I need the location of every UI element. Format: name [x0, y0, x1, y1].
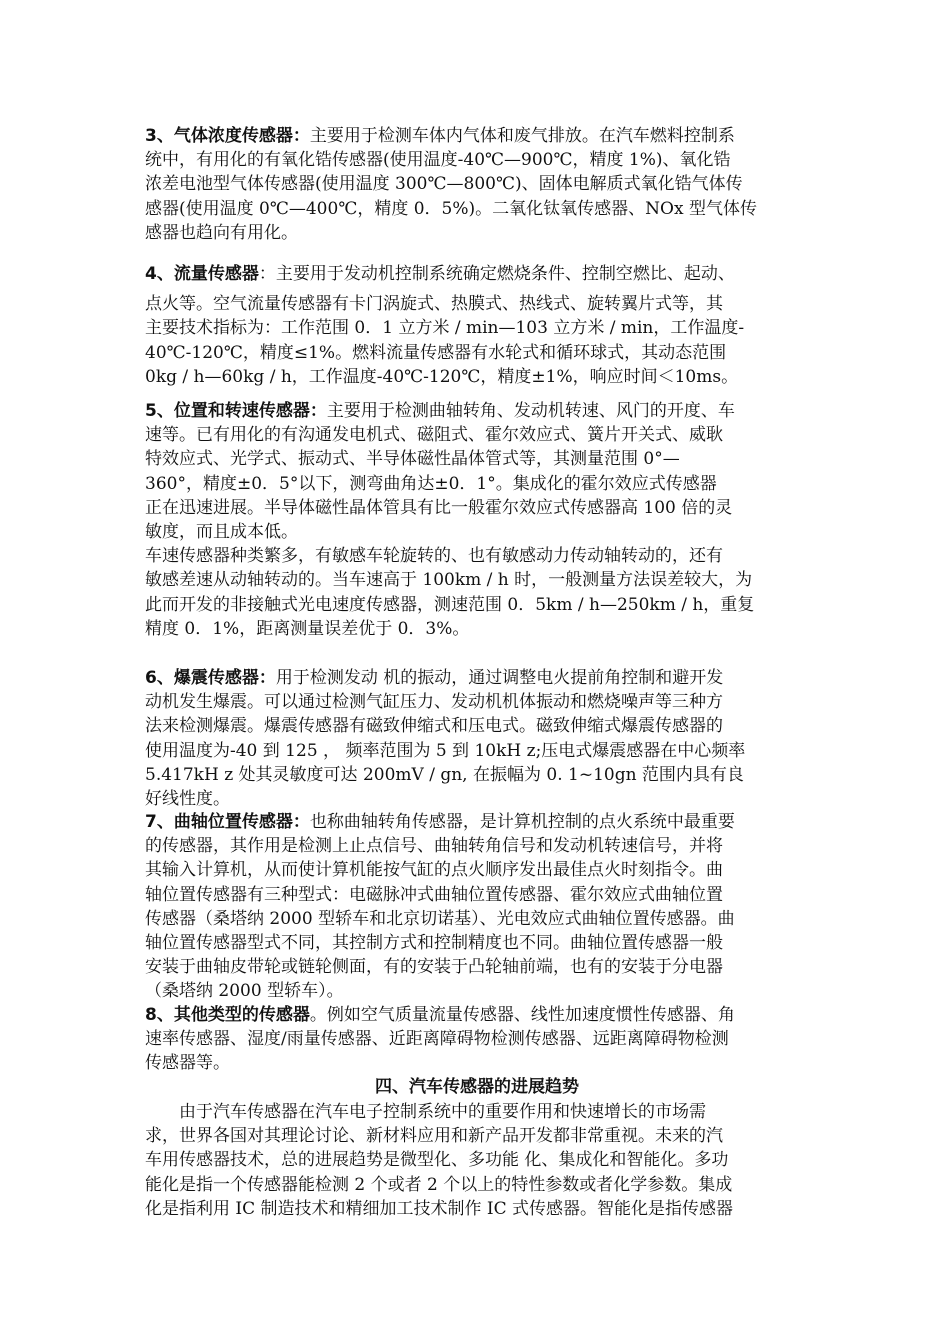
section-5-line-1: 主要用于检测曲轴转角、发动机转速、风门的开度、车	[326, 401, 735, 421]
section-7-line-1: 也称曲轴转角传感器，是计算机控制的点火系统中最重要	[309, 812, 735, 832]
section-gas-concentration-sensor	[145, 124, 809, 245]
trend-line-4: 能化是指一个传感器能检测 2 个或者 2 个以上的特性参数或者化学参数。集成	[145, 1174, 733, 1195]
section-6-title: 6、爆震传感器：	[145, 668, 276, 688]
section-8-line-1: 。例如空气质量流量传感器、线性加速度惯性传感器、角	[309, 1005, 735, 1025]
section-3-line-5: 感器也趋向有用化。	[145, 222, 298, 243]
section-crankshaft-position-sensor	[145, 810, 809, 1004]
section-3-title: 3、气体浓度传感器：	[145, 126, 310, 146]
section-7-line-4: 轴位置传感器有三种型式：电磁脉冲式曲轴位置传感器、霍尔效应式曲轴位置	[145, 884, 723, 905]
section-5-line-8: 敏感差速从动轴转动的。当车速高于 100km / h 时，一般测量方法误差较大，为	[145, 570, 753, 591]
section-4-line-1: ：主要用于发动机控制系统确定燃烧条件、控制空燃比、起动、	[258, 264, 735, 284]
section-6-line-4: 使用温度为-40 到 125 ， 频率范围为 5 到 10kH z;压电式爆震感器在中心频率	[145, 740, 746, 761]
section-3-line-3: 浓差电池型气体传感器(使用温度 300℃—800℃)、固体电解质式氧化锆气体传	[145, 174, 743, 195]
section-5-line-4: 360°，精度±0．5°以下，测弯曲角达±0．1°。集成化的霍尔效应式传感器	[145, 473, 717, 494]
section-5-title: 5、位置和转速传感器：	[145, 401, 327, 421]
section-5-line-3: 特效应式、光学式、振动式、半导体磁性晶体管式等，其测量范围 0°—	[145, 449, 680, 470]
section-7-line-6: 轴位置传感器型式不同，其控制方式和控制精度也不同。曲轴位置传感器一般	[145, 932, 723, 953]
section-7-line-8: （桑塔纳 2000 型轿车）。	[145, 981, 344, 1002]
section-3-line-1: 主要用于检测车体内气体和废气排放。在汽车燃料控制系	[309, 126, 735, 146]
section-5-line-7: 车速传感器种类繁多，有敏感车轮旋转的、也有敏感动力传动轴转动的，还有	[145, 546, 723, 567]
section-6-line-5: 5.417kH z 处其灵敏度可达 200mV / gn, 在振幅为 0. 1~10gn 范围内具有良	[145, 764, 744, 785]
section-7-line-2: 的传感器，其作用是检测上止点信号、曲轴转角信号和发动机转速信号，并将	[145, 836, 723, 857]
section-4-title: 4、流量传感器	[145, 264, 259, 284]
section-5-line-9: 此而开发的非接触式光电速度传感器，测速范围 0．5km / h—250km / h，重复	[145, 594, 755, 615]
section-6-line-1: 用于检测发动 机的振动，通过调整电火提前角控制和避开发	[275, 668, 724, 688]
section-6-line-2: 动机发生爆震。可以通过检测气缸压力、发动机机体振动和燃烧噪声等三种方	[145, 692, 723, 713]
trend-line-5: 化是指利用 IC 制造技术和精细加工技术制作 IC 式传感器。智能化是指传感器	[145, 1198, 734, 1219]
paragraph-development-trends	[145, 1100, 809, 1221]
trend-line-3: 车用传感器技术，总的进展趋势是微型化、多功能 化、集成化和智能化。多功	[145, 1150, 729, 1171]
trend-line-2: 求，世界各国对其理论讨论、新材料应用和新产品开发都非常重视。未来的汽	[145, 1126, 723, 1147]
section-4-line-2: 点火等。空气流量传感器有卡门涡旋式、热膜式、热线式、旋转翼片式等，其	[145, 294, 723, 315]
section-7-line-3: 其输入计算机，从而使计算机能按气缸的点火顺序发出最佳点火时刻指令。曲	[145, 860, 723, 881]
section-knock-sensor	[145, 666, 809, 811]
section-5-line-10: 精度 0．1%，距离测量误差优于 0．3%。	[145, 618, 470, 639]
section-4-line-5: 0kg / h—60kg / h，工作温度-40℃-120℃，精度±1%，响应时间＜10ms。	[145, 366, 739, 387]
section-flow-sensor	[145, 262, 809, 389]
section-heading-trends: 四、汽车传感器的进展趋势	[375, 1077, 579, 1097]
section-8-line-3: 传感器等。	[145, 1053, 230, 1074]
section-5-line-5: 正在迅速进展。半导体磁性晶体管具有比一般霍尔效应式传感器高 100 倍的灵	[145, 497, 733, 518]
section-8-title: 8、其他类型的传感器	[145, 1005, 310, 1025]
trend-line-1: 由于汽车传感器在汽车电子控制系统中的重要作用和快速增长的市场需	[179, 1102, 706, 1122]
section-position-speed-sensor	[145, 399, 809, 665]
section-5-line-6: 敏度，而且成本低。	[145, 521, 298, 542]
section-8-line-2: 速率传感器、湿度/雨量传感器、近距离障碍物检测传感器、远距离障碍物检测	[145, 1029, 729, 1050]
section-5-line-11	[145, 641, 809, 665]
section-7-line-5: 传感器（桑塔纳 2000 型轿车和北京切诺基）、光电效应式曲轴位置传感器。曲	[145, 908, 735, 929]
section-3-line-2: 统中，有用化的有氧化锆传感器(使用温度-40℃—900℃，精度 1%)、氧化锆	[145, 150, 731, 171]
section-4-line-4: 40℃-120℃，精度≤1%。燃料流量传感器有水轮式和循环球式，其动态范围	[145, 342, 727, 363]
section-4-line-3: 主要技术指标为：工作范围 0．1 立方米 / min—103 立方米 / min，工作温度-	[145, 318, 745, 339]
section-6-line-3: 法来检测爆震。爆震传感器有磁致伸缩式和压电式。磁致伸缩式爆震传感器的	[145, 716, 723, 737]
section-5-line-2: 速等。已有用化的有沟通发电机式、磁阻式、霍尔效应式、簧片开关式、威耿	[145, 425, 723, 446]
section-6-line-6: 好线性度。	[145, 788, 230, 809]
section-3-line-4: 感器(使用温度 0℃—400℃，精度 0．5%)。二氧化钛氧传感器、NOx 型气体传	[145, 198, 757, 219]
section-7-line-7: 安装于曲轴皮带轮或链轮侧面，有的安装于凸轮轴前端，也有的安装于分电器	[145, 957, 723, 978]
section-7-title: 7、曲轴位置传感器：	[145, 812, 310, 832]
section-other-sensors	[145, 1003, 809, 1076]
